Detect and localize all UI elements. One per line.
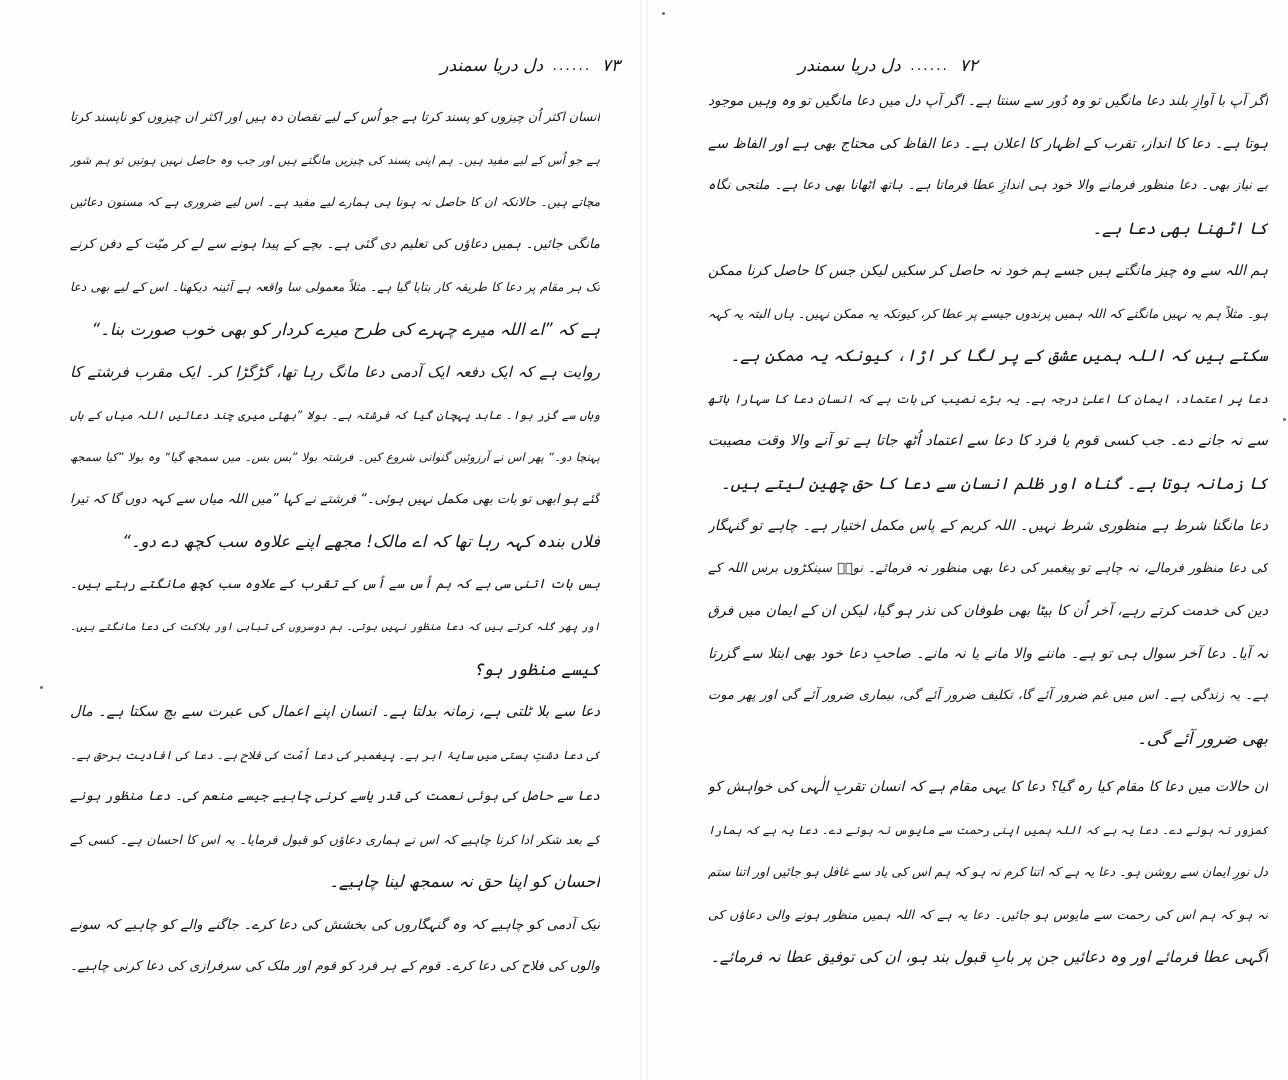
right-page-running-title: دل دریا سمندر	[798, 56, 901, 76]
text-line: بھی ضرور آئے گی۔	[1137, 728, 1268, 748]
text-line: آگہی عطا فرمائے اور وہ دعائیں جن پر بابِ قبول بند ہو، ان کی توفیق عطا نہ فرمائے۔	[710, 948, 1268, 966]
text-line: نہ آیا۔ دعا آخر سوال ہی تو ہے۔ ماننے والا مانے یا نہ مانے۔ صاحبِ دعا خود بھی ابتلا سے گزرتا	[708, 645, 1268, 662]
text-line: اگر آپ با آوازِ بلند دعا مانگیں تو وہ دُور سے سنتا ہے۔ اگر آپ دل میں دعا مانگیں تو وہ وہیں موجود	[708, 93, 1268, 109]
text-line: اور پھر گلہ کرتے ہیں کہ دعا منظور نہیں ہوتی۔ ہم دوسروں کی تباہی اور ہلاکت کی دعا مانگتے ہیں۔	[70, 621, 600, 633]
right-page-header	[798, 52, 998, 80]
text-line: ہو۔ مثلاً ہم یہ نہیں مانگتے کہ اللہ ہمیں پرندوں جیسے پر عطا کر، کیونکہ یہ ممکن نہیں۔ ہاں البتہ یہ کہہ	[708, 305, 1268, 321]
right-page-header-dots: ......	[910, 58, 950, 74]
scan-speck	[1283, 418, 1286, 421]
text-line: کمزور نہ ہونے دے۔ دعا یہ ہے کہ اللہ ہمیں اپنی رحمت سے مایوس نہ ہونے دے۔ دعا یہ ہے کہ ہمارا	[708, 822, 1268, 837]
text-line: مچاتے ہیں۔ حالانکہ ان کا حاصل نہ ہونا ہی ہمارے لیے مفید ہے۔ اس لیے ضروری ہے کہ مسنون دعائیں	[70, 195, 600, 209]
text-line: ہم اللہ سے وہ چیز مانگتے ہیں جسے ہم خود نہ حاصل کر سکیں لیکن جس کا حاصل کرنا ممکن	[708, 263, 1268, 279]
text-line: وہاں سے گزر ہوا۔ عابد پہچان گیا کہ فرشتہ ہے۔ بولا ”بھئی میری چند دعائیں اللہ میاں کے ہاں	[70, 407, 600, 422]
text-line: دعا پر اعتماد، ایمان کا اعلیٰ درجہ ہے۔ یہ بڑے نصیب کی بات ہے کہ انسان دعا کا سہارا ہاتھ	[708, 391, 1268, 406]
text-line: سکتے ہیں کہ اللہ ہمیں عشق کے پر لگا کر اڑا، کیونکہ یہ ممکن ہے۔	[730, 346, 1268, 365]
right-page-body	[708, 80, 1268, 979]
text-line: کیسے منظور ہو؟	[473, 659, 600, 679]
text-line: ان حالات میں دعا کا مقام کیا رہ گیا؟ دعا کا یہی مقام ہے کہ انسان تقربِ الٰہی کی خواہش کو	[708, 779, 1268, 795]
scan-speck	[662, 12, 665, 15]
text-line: نیک آدمی کو چاہیے کہ وہ گنہگاروں کی بخشش کی دعا کرے۔ جاگنے والے کو چاہیے کہ سونے	[70, 916, 600, 933]
text-line: بس بات اتنی سی ہے کہ ہم اُس سے اُس کے تقرب کے علاوہ سب کچھ مانگتے رہتے ہیں۔	[70, 576, 600, 592]
text-line: ہے کہ ”اے اللہ میرے چہرے کی طرح میرے کردار کو بھی خوب صورت بنا۔“	[91, 319, 600, 339]
right-page-number: ۷۲	[959, 56, 978, 76]
left-page-header-dots: ......	[553, 58, 592, 74]
text-line: نہ ہو کہ ہم اس کی رحمت سے مایوس ہو جائیں۔ دعا یہ ہے کہ اللہ ہمیں منظور ہونے والی دعاؤں کی	[708, 906, 1268, 922]
text-line: کی دعا منظور فرمالے، نہ چاہے تو پیغمبر کی دعا بھی منظور نہ فرمائے۔ نوحؑ سینکڑوں برس اللہ کے	[708, 560, 1268, 576]
text-line: تک ہر مقام پر دعا کا طریقہ کار بتایا گیا ہے۔ مثلاً معمولی سا واقعہ ہے آئینہ دیکھنا۔ اس کے لیے بھی دعا	[70, 280, 600, 294]
text-line: پہنچا دو۔“ پھر اس نے آرزوئیں گنوانی شروع کیں۔ فرشتہ بولا ”بس بس۔ میں سمجھ گیا“ وہ بولا ”کیا سمجھ	[70, 450, 600, 464]
text-line: احسان کو اپنا حق نہ سمجھ لینا چاہیے۔	[329, 872, 600, 891]
text-line: دل نورِ ایمان سے روشن ہو۔ دعا یہ ہے کہ اتنا کرم نہ ہو کہ ہم اس کی یاد سے غافل ہو جائیں اور اتنا ستم	[708, 864, 1268, 879]
left-page-number: ۷۳	[601, 56, 620, 76]
text-line: مانگی جائیں۔ ہمیں دعاؤں کی تعلیم دی گئی ہے۔ بچے کے پیدا ہونے سے لے کر میّت کے دفن کرنے	[70, 236, 600, 252]
text-line: والوں کی فلاح کی دعا کرے۔ قوم کے ہر فرد کو قوم اور ملک کی سرفرازی کی دعا کرنی چاہیے۔	[70, 959, 600, 974]
text-line: فلاں بندہ کہہ رہا تھا کہ اے مالک! مجھے اپنے علاوہ سب کچھ دے دو۔“	[122, 532, 600, 551]
text-line: دعا سے بلا ٹلتی ہے، زمانہ بدلتا ہے۔ انسان اپنے اعمال کی عبرت سے بچ سکتا ہے۔ مال	[70, 704, 600, 720]
text-line: ہے جو اُس کے لیے مفید ہیں۔ ہم اپنی پسند کی چیزیں مانگتے ہیں اور جب وہ حاصل نہیں ہوتیں تو ہم شور	[70, 152, 600, 167]
page-gutter	[640, 0, 648, 1080]
text-line: روایت ہے کہ ایک دفعہ ایک آدمی دعا مانگ رہا تھا، گڑگڑا کر۔ ایک مقرب فرشتے کا	[70, 363, 600, 381]
scan-speck	[40, 686, 43, 689]
text-line: دعا سے حاصل کی ہوئی نعمت کی قدر یاسے کرنی چاہیے جیسے منعم کی۔ دعا منظور ہونے	[70, 789, 600, 804]
left-page	[0, 0, 640, 1080]
text-line: گئے ہو ابھی تو بات بھی مکمل نہیں ہوئی۔“ فرشتے نے کہا ”میں اللہ میاں سے کہہ دوں گا کہ تیرا	[70, 491, 600, 507]
text-line: دین کی خدمت کرتے رہے، آخر اُن کا بیٹا بھی طوفان کی نذر ہو گیا، لیکن ان کے ایمان میں فرق	[708, 603, 1268, 619]
left-page-body	[70, 96, 600, 989]
text-line: دعا مانگنا شرط ہے منظوری شرط نہیں۔ اللہ کریم کے پاس مکمل اختیار ہے۔ چاہے تو گنہگار	[708, 518, 1268, 534]
text-line: کا اٹھنا بھی دعا ہے۔	[1092, 218, 1268, 238]
text-line: بے نیاز بھی۔ دعا منظور فرمانے والا خود ہی اندازِ عطا فرماتا ہے۔ ہاتھ اٹھانا بھی دعا ہے۔ ملتجی نگاہ	[708, 178, 1268, 193]
text-line: کے بعد شکر ادا کرنا چاہیے کہ اس نے ہماری دعاؤں کو قبول فرمایا۔ یہ اس کا احسان ہے۔ کسی کے	[70, 831, 600, 847]
text-line: سے نہ جانے دے۔ جب کسی قوم یا فرد کا دعا سے اعتماد اُٹھ جاتا ہے تو آنے والا وقت مصیبت	[708, 433, 1268, 449]
text-line: کا زمانہ ہوتا ہے۔ گناہ اور ظلم انسان سے دعا کا حق چھین لیتے ہیں۔	[720, 473, 1268, 493]
left-page-running-title: دل دریا سمندر	[440, 56, 544, 76]
right-page	[648, 0, 1288, 1080]
text-line: ہوتا ہے۔ دعا کا انداز، تقرب کے اظہار کا اعلان ہے۔ دعا الفاظ کی محتاج بھی ہے اور الفاظ سے	[708, 135, 1268, 152]
left-page-header	[430, 52, 620, 80]
text-line: ہے۔ یہ زندگی ہے۔ اس میں غم ضرور آئے گا، تکلیف ضرور آئے گی، بیماری ضرور آئے گی اور پھر موت	[708, 688, 1268, 703]
text-line: انسان اکثر اُن چیزوں کو پسند کرتا ہے جو اُس کے لیے نقصان دہ ہیں اور اکثر ان چیزوں کو ناپسند کرتا	[70, 109, 600, 124]
text-line: کی دعا دشتِ ہستی میں سایۂ ابر ہے۔ پیغمبر کی دعا اُمّت کی فلاح ہے۔ دعا کی افادیت برحق ہے۔	[70, 747, 600, 762]
